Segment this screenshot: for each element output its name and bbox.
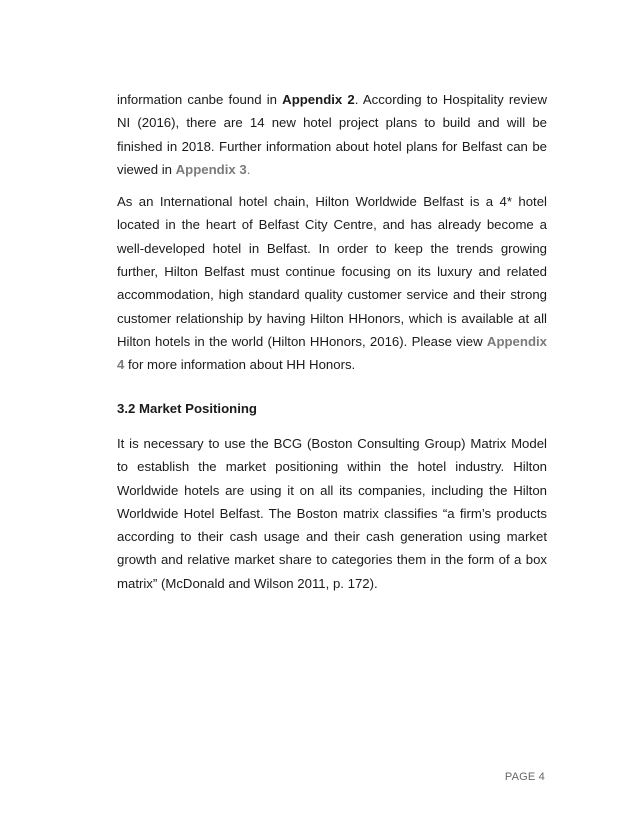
paragraph-hilton-belfast xyxy=(117,190,547,376)
paragraph-text: . According to Hospitality review NI (2016), there are 14 new hotel project plans to build and will be finished in 2018. Further information about hotel plans for Belfast can be viewed in xyxy=(117,92,548,177)
body-content xyxy=(117,88,547,386)
paragraph-text: information canbe found in xyxy=(117,92,283,107)
paragraph-appendix-references xyxy=(117,88,547,181)
appendix-3-reference: Appendix 3 xyxy=(175,161,247,177)
section-content xyxy=(117,432,547,604)
paragraph-text: As an International hotel chain, Hilton Worldwide Belfast is a 4* hotel located in the heart of Belfast City Centre, and has already become a well-developed hotel in Belfast. In order to keep the trends growing further, Hilton Belfast must continue focusing on its luxury and related accommodation, high standard quality customer service and their strong customer relationship by having Hilton HHonors, which is available at all Hilton hotels in the world (Hilton HHonors, 2016). Please view xyxy=(117,194,547,349)
paragraph-text: for more information about HH Honors. xyxy=(124,357,356,373)
page-number: PAGE 4 xyxy=(504,771,545,783)
section-heading: 3.2 Market Positioning xyxy=(117,401,257,416)
paragraph-text: . xyxy=(246,161,251,177)
paragraph-market-positioning: It is necessary to use the BCG (Boston Consulting Group) Matrix Model to establish the market positioning within the hotel industry. Hilton Worldwide hotels are using it on all its companies, including the Hilton Worldwide Hotel Belfast. The Boston matrix classifies “a firm’s products according to their cash usage and their cash generation using market growth and relative market share to categories them in the form of a box matrix” (McDonald and Wilson 2011, p. 172). xyxy=(117,436,547,591)
appendix-2-reference: Appendix 2 xyxy=(282,92,355,107)
appendix-4-reference: Appendix 4 xyxy=(117,333,547,373)
